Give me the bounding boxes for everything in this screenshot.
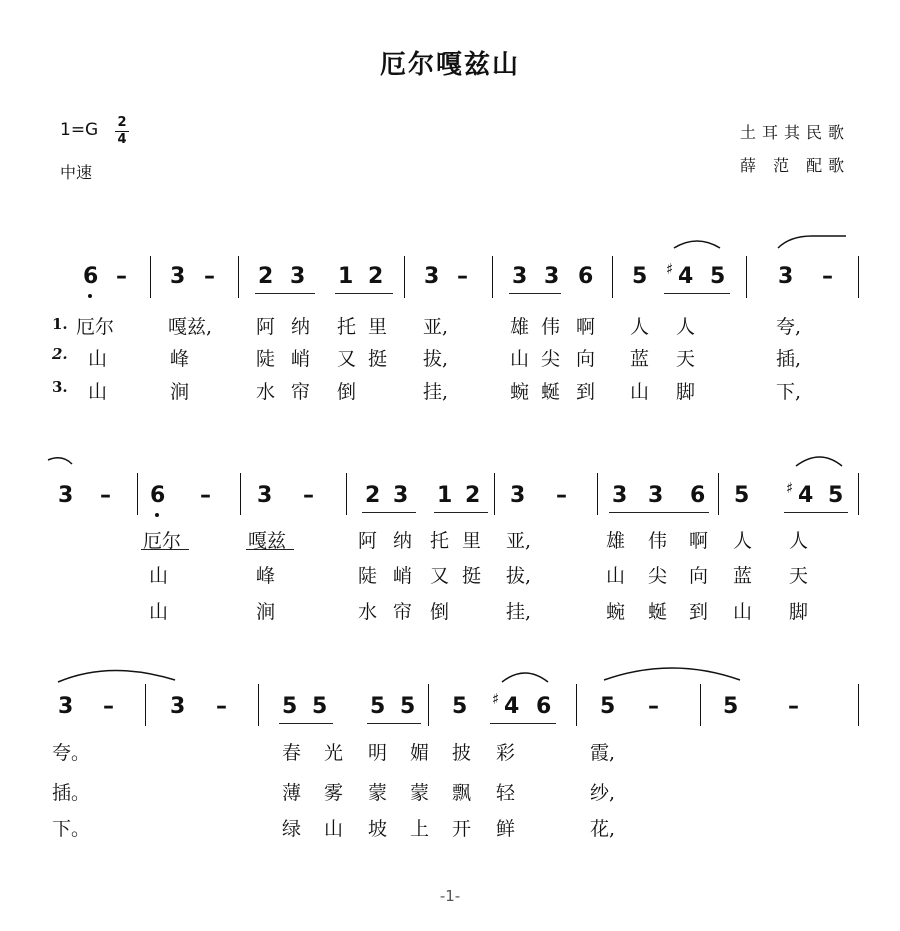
lyric: 倒 — [337, 381, 357, 403]
lyric: 光 — [324, 742, 344, 764]
lyric: 里 — [368, 316, 388, 338]
lyric: 阿 — [256, 316, 276, 338]
lyric: 陡 — [256, 348, 276, 370]
lyric: 开 — [452, 818, 472, 840]
lyric: 里 — [462, 530, 482, 552]
lyric: 嘎兹 — [248, 530, 287, 552]
note: 1 — [338, 264, 354, 289]
lyric: 轻 — [496, 782, 516, 804]
lyric: 山 — [149, 601, 169, 623]
lyric: 山 — [630, 381, 650, 403]
note: – — [303, 483, 314, 508]
lyric: 雄 — [606, 530, 626, 552]
note: 4 — [678, 264, 694, 289]
lyric: 蓝 — [733, 565, 753, 587]
note: – — [457, 264, 468, 289]
lyric: 倒 — [430, 601, 450, 623]
lyric: 啊 — [576, 316, 596, 338]
lyric: 花, — [590, 818, 616, 840]
lyric: 托 — [337, 316, 357, 338]
lyric: 到 — [576, 381, 596, 403]
slur — [674, 241, 720, 248]
note: 3 — [544, 264, 560, 289]
note: 5 — [452, 694, 468, 719]
verse-number: 2. — [52, 345, 68, 363]
lyric: 山 — [606, 565, 626, 587]
note: 3 — [58, 694, 74, 719]
lyric: 陡 — [358, 565, 378, 587]
lyric: 蜒 — [648, 601, 668, 623]
lyric: 向 — [576, 348, 596, 370]
lyric: 伟 — [648, 530, 668, 552]
note: 5 — [710, 264, 726, 289]
note: – — [103, 694, 114, 719]
tempo-marking: 中速 — [60, 163, 93, 182]
tie — [58, 670, 175, 682]
verse-number: 1. — [52, 315, 68, 333]
lyric: 尖 — [648, 565, 668, 587]
lyric: 插, — [776, 348, 802, 370]
note: 3 — [393, 483, 409, 508]
note: 5 — [370, 694, 386, 719]
lyric: 霞, — [590, 742, 616, 764]
lyric: 鲜 — [496, 818, 516, 840]
verse-number: 3. — [52, 378, 68, 396]
lyric: 夸。 — [52, 742, 91, 764]
lyric: 山 — [88, 381, 108, 403]
lyric: 薄 — [282, 782, 302, 804]
lyric: 涧 — [256, 601, 276, 623]
note: 6 — [150, 483, 166, 508]
lyric: 山 — [149, 565, 169, 587]
lyric: 啊 — [689, 530, 709, 552]
lyric: 蜿 — [606, 601, 626, 623]
lyric: 又 — [430, 565, 450, 587]
note: 5 — [400, 694, 416, 719]
note: 2 — [258, 264, 274, 289]
note: 1 — [437, 483, 453, 508]
lyric: 坡 — [368, 818, 388, 840]
lyric: 雾 — [324, 782, 344, 804]
tie — [604, 668, 740, 680]
lyric: 挂, — [506, 601, 532, 623]
lyric: 又 — [337, 348, 357, 370]
lyric: 披 — [452, 742, 472, 764]
note: 5 — [734, 483, 750, 508]
note: 3 — [778, 264, 794, 289]
tie — [778, 236, 846, 248]
lyric: 脚 — [789, 601, 809, 623]
slur — [796, 457, 842, 466]
page-number: -1- — [439, 887, 461, 905]
lyricist-credit: 薛 范 配歌 — [740, 156, 851, 175]
note: 3 — [612, 483, 628, 508]
note: 5 — [600, 694, 616, 719]
lyric: 人 — [789, 530, 809, 552]
note: 3 — [170, 694, 186, 719]
lyric: 人 — [630, 316, 650, 338]
key-signature: 1=G — [60, 120, 99, 140]
note: 2 — [365, 483, 381, 508]
slur — [502, 673, 548, 682]
note: – — [788, 694, 799, 719]
note: 2 — [368, 264, 384, 289]
lyric: 蜒 — [541, 381, 561, 403]
note: 3 — [170, 264, 186, 289]
lyric: 蜿 — [510, 381, 530, 403]
note: 5 — [282, 694, 298, 719]
lyric: 人 — [676, 316, 696, 338]
lyric: 拔, — [506, 565, 532, 587]
lyric: 托 — [430, 530, 450, 552]
note: – — [116, 264, 127, 289]
song-origin: 土耳其民歌 — [740, 123, 851, 142]
lyric: 夸, — [776, 316, 802, 338]
note: – — [200, 483, 211, 508]
note: – — [204, 264, 215, 289]
lyric: 蒙 — [368, 782, 388, 804]
lyric: 帘 — [291, 381, 311, 403]
note: 4 — [798, 483, 814, 508]
note: 3 — [512, 264, 528, 289]
lyric: 挂, — [423, 381, 449, 403]
note: 6 — [690, 483, 706, 508]
note: 3 — [648, 483, 664, 508]
lyric: 挺 — [462, 565, 482, 587]
lyric: 水 — [358, 601, 378, 623]
lyric: 脚 — [676, 381, 696, 403]
lyric: 向 — [689, 565, 709, 587]
sharp-sign: ♯ — [786, 479, 794, 497]
note: 3 — [424, 264, 440, 289]
lyric: 明 — [368, 742, 388, 764]
lyric: 帘 — [393, 601, 413, 623]
note: 6 — [83, 264, 99, 289]
lyric: 峭 — [393, 565, 413, 587]
note: 5 — [632, 264, 648, 289]
note: 3 — [510, 483, 526, 508]
lyric: 媚 — [410, 742, 430, 764]
note: 6 — [536, 694, 552, 719]
time-signature-top: 2 — [117, 115, 127, 130]
note: 2 — [465, 483, 481, 508]
lyric: 阿 — [358, 530, 378, 552]
lyric: 峰 — [256, 565, 276, 587]
lyric: 天 — [789, 565, 809, 587]
note: – — [556, 483, 567, 508]
lyric: 挺 — [368, 348, 388, 370]
lyric: 厄尔 — [143, 530, 182, 552]
lyric: 山 — [510, 348, 530, 370]
lyric: 拔, — [423, 348, 449, 370]
lyric: 亚, — [506, 530, 532, 552]
lyric: 纳 — [291, 316, 311, 338]
note: – — [100, 483, 111, 508]
lyric: 山 — [733, 601, 753, 623]
note: 4 — [504, 694, 520, 719]
note: – — [822, 264, 833, 289]
sharp-sign: ♯ — [666, 260, 674, 278]
lyric: 到 — [689, 601, 709, 623]
note: 3 — [290, 264, 306, 289]
lyric: 天 — [676, 348, 696, 370]
lyric: 水 — [256, 381, 276, 403]
lyric: 春 — [282, 742, 302, 764]
lyric: 绿 — [282, 818, 302, 840]
note: 6 — [578, 264, 594, 289]
note: 3 — [58, 483, 74, 508]
note: – — [648, 694, 659, 719]
note: 5 — [828, 483, 844, 508]
lyric: 伟 — [541, 316, 561, 338]
lyric: 亚, — [423, 316, 449, 338]
lyric: 涧 — [170, 381, 190, 403]
lyric: 雄 — [510, 316, 530, 338]
sharp-sign: ♯ — [492, 690, 500, 708]
lyric: 峭 — [291, 348, 311, 370]
lyric: 纱, — [590, 782, 616, 804]
lyric: 尖 — [541, 348, 561, 370]
lyric: 山 — [324, 818, 344, 840]
lyric: 嘎兹, — [168, 316, 213, 338]
tie — [48, 458, 72, 464]
lyric: 下。 — [52, 818, 91, 840]
lyric: 厄尔 — [76, 316, 115, 338]
lyric: 飘 — [452, 782, 472, 804]
lyric: 峰 — [170, 348, 190, 370]
note: 5 — [312, 694, 328, 719]
note: 5 — [723, 694, 739, 719]
note: – — [216, 694, 227, 719]
lyric: 人 — [733, 530, 753, 552]
lyric: 蓝 — [630, 348, 650, 370]
lyric: 插。 — [52, 782, 91, 804]
song-title: 厄尔嘎兹山 — [379, 50, 520, 80]
lyric: 蒙 — [410, 782, 430, 804]
lyric: 下, — [776, 381, 802, 403]
lyric: 山 — [88, 348, 108, 370]
lyric: 彩 — [496, 742, 516, 764]
lyric: 上 — [410, 818, 430, 840]
time-signature-bottom: 4 — [117, 132, 127, 147]
note: 3 — [257, 483, 273, 508]
lyric: 纳 — [393, 530, 413, 552]
